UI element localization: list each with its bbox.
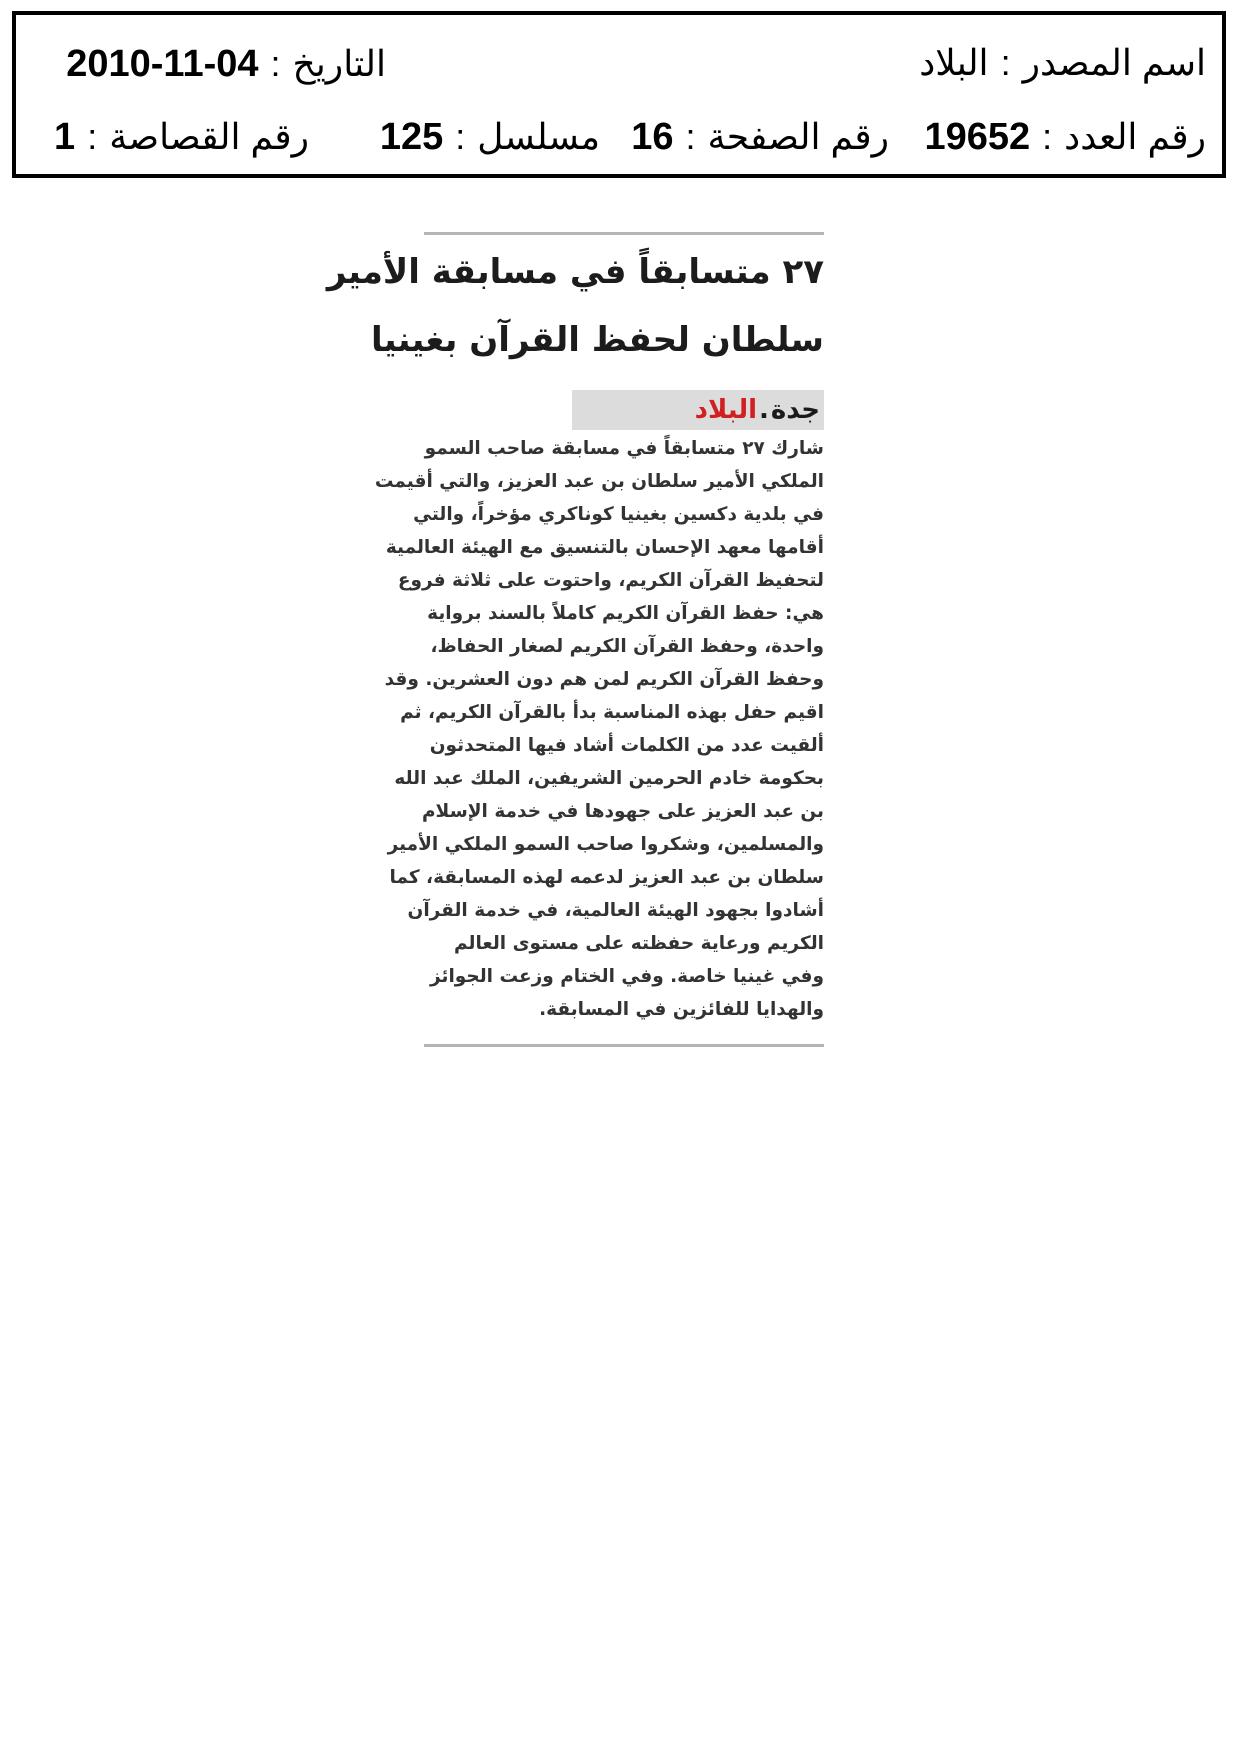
issue-separator: : bbox=[1042, 116, 1053, 157]
source-value: البلاد bbox=[919, 42, 989, 83]
dateline-paper-name: البلاد bbox=[694, 395, 757, 425]
clip-number-value: 1 bbox=[54, 116, 76, 158]
article-body-line: أشادوا بجهود الهيئة العالمية، في خدمة القرآن bbox=[407, 900, 824, 921]
issue-value: 19652 bbox=[924, 116, 1031, 158]
clip-number-field bbox=[54, 118, 309, 156]
page-label: رقم الصفحة bbox=[707, 116, 889, 157]
dateline-city: جدة bbox=[770, 395, 820, 425]
article-body-line: اقيم حفل بهذه المناسبة بدأ بالقرآن الكريم، ثم bbox=[400, 702, 824, 723]
dateline bbox=[572, 390, 824, 430]
article-body-line: بن عبد العزيز على جهودها في خدمة الإسلام bbox=[421, 801, 824, 822]
article-body-line: وفي غينيا خاصة. وفي الختام وزعت الجوائز bbox=[429, 966, 824, 987]
article-body-line: في بلدية دكسين بغينيا كوناكري مؤخراً، والتي bbox=[413, 504, 824, 525]
clip-number-separator: : bbox=[87, 116, 98, 157]
date-value: 2010-11-04 bbox=[66, 43, 259, 85]
clipping-metadata-box bbox=[12, 11, 1226, 178]
article-body-line: الملكي الأمير سلطان بن عبد العزيز، والتي أقيمت bbox=[374, 471, 824, 492]
serial-label: مسلسل bbox=[477, 116, 600, 157]
newspaper-clipping bbox=[326, 232, 824, 1052]
article-body-line: هي: حفظ القرآن الكريم كاملاً بالسند برواية bbox=[427, 603, 824, 624]
serial-field bbox=[380, 118, 600, 156]
bottom-divider bbox=[424, 1044, 824, 1047]
article-body-line: والمسلمين، وشكروا صاحب السمو الملكي الأمير bbox=[387, 834, 824, 855]
article-body-line: وحفظ القرآن الكريم لمن هم دون العشرين. وقد bbox=[384, 669, 824, 690]
page-field bbox=[631, 118, 889, 156]
headline-line-2: سلطان لحفظ القرآن بغينيا bbox=[371, 320, 824, 360]
source-label: اسم المصدر bbox=[1022, 42, 1206, 83]
article-body-line: الكريم ورعاية حفظته على مستوى العالم bbox=[454, 933, 824, 954]
article-body-line: شارك ٢٧ متسابقاً في مسابقة صاحب السمو bbox=[424, 438, 824, 459]
article-body-line: ألقيت عدد من الكلمات أشاد فيها المتحدثون bbox=[429, 735, 824, 756]
date-label: التاريخ bbox=[292, 43, 386, 84]
article-body bbox=[374, 432, 824, 1026]
article-body-line: والهدايا للفائزين في المسابقة. bbox=[539, 999, 824, 1020]
serial-value: 125 bbox=[379, 116, 444, 158]
article-body-line: لتحفيظ القرآن الكريم، واحتوت على ثلاثة فروع bbox=[397, 570, 824, 591]
article-body-line: بحكومة خادم الحرمين الشريفين، الملك عبد الله bbox=[394, 768, 824, 789]
article-body-line: سلطان بن عبد العزيز لدعمه لهذه المسابقة، كما bbox=[389, 867, 824, 888]
issue-field bbox=[924, 118, 1206, 156]
dateline-dot: . bbox=[759, 395, 769, 425]
article-body-line: واحدة، وحفظ القرآن الكريم لصغار الحفاظ، bbox=[430, 636, 824, 657]
headline-line-1: ٢٧ متسابقاً في مسابقة الأمير bbox=[326, 252, 824, 292]
clip-number-label: رقم القصاصة bbox=[109, 116, 309, 157]
issue-label: رقم العدد bbox=[1064, 116, 1206, 157]
date-separator: : bbox=[270, 43, 281, 84]
page-separator: : bbox=[685, 116, 696, 157]
page-value: 16 bbox=[631, 116, 674, 158]
source-separator: : bbox=[1000, 42, 1011, 83]
top-divider bbox=[424, 232, 824, 235]
source-field bbox=[919, 42, 1206, 83]
serial-separator: : bbox=[455, 116, 466, 157]
article-body-line: أقامها معهد الإحسان بالتنسيق مع الهيئة العالمية bbox=[385, 537, 824, 558]
date-field bbox=[66, 45, 386, 83]
